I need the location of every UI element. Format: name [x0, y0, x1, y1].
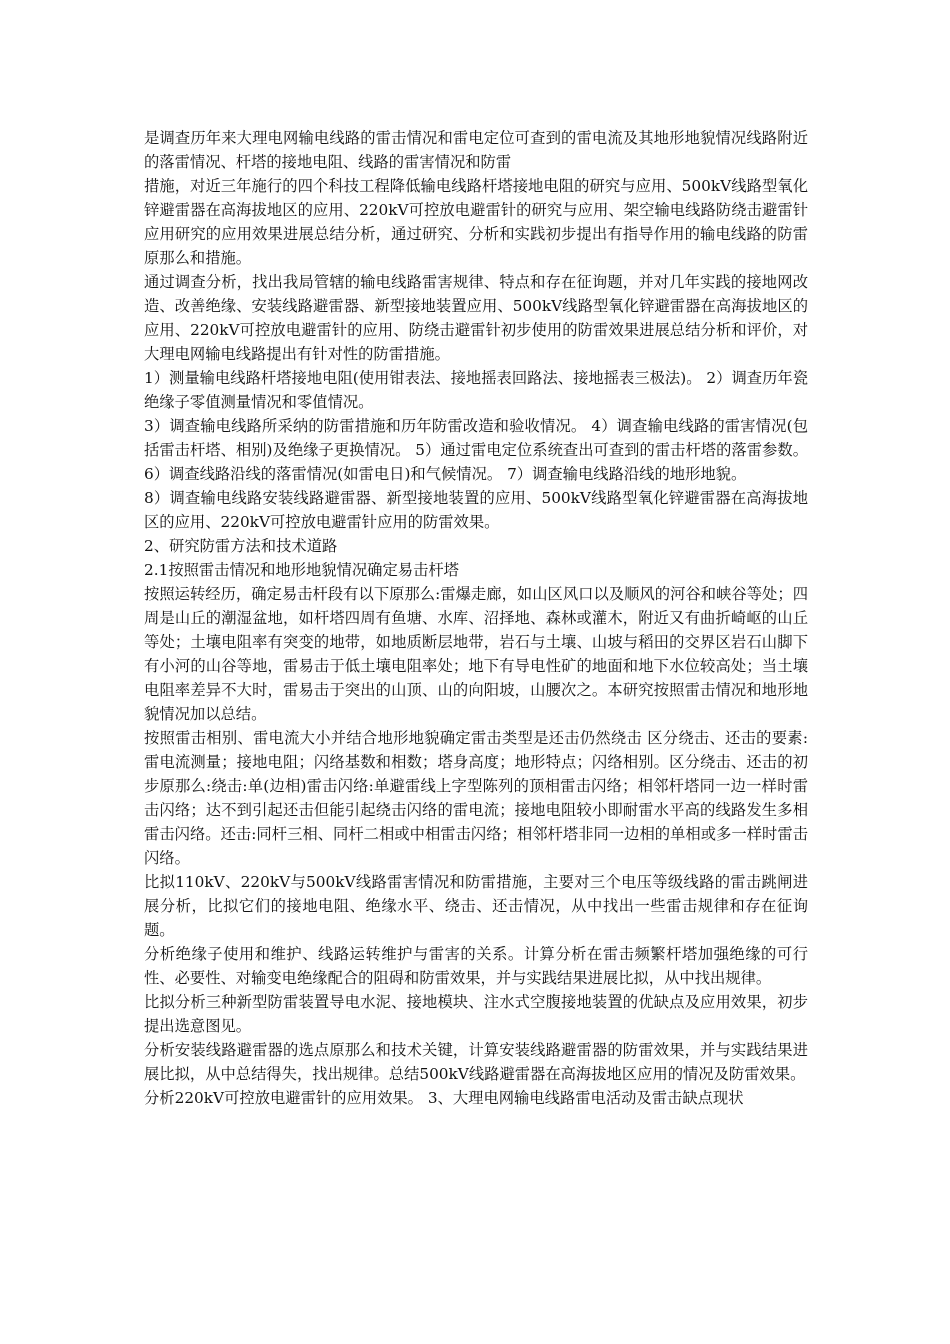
paragraph: 比拟110kV、220kV与500kV线路雷害情况和防雷措施，主要对三个电压等级线路的雷击跳闸进展分析，比拟它们的接地电阻、绝缘水平、绕击、还击情况，从中找出一些雷击规律和存在征询题。	[144, 873, 808, 939]
paragraph: 按照运转经历，确定易击杆段有以下原那么:雷爆走廊，如山区风口以及顺风的河谷和峡谷等处；四周是山丘的潮湿盆地，如杆塔四周有鱼塘、水库、沼择地、森林或灌木，附近又有曲折崎岖的山丘等处；土壤电阻率有突变的地带，如地质断层地带，岩石与土壤、山坡与稻田的交界区岩石山脚下有小河的山谷等地，雷易击于低土壤电阻率处；地下有导电性矿的地面和地下水位较高处；当土壤电阻率差异不大时，雷易击于突出的山顶、山的向阳坡，山腰次之。本研究按照雷击情况和地形地貌情况加以总结。	[144, 585, 808, 723]
paragraph: 8）调查输电线路安装线路避雷器、新型接地装置的应用、500kV线路型氧化锌避雷器在高海拔地区的应用、220kV可控放电避雷针应用的防雷效果。	[144, 489, 808, 531]
paragraph: 通过调查分析，找出我局管辖的输电线路雷害规律、特点和存在征询题，并对几年实践的接地网改造、改善绝缘、安装线路避雷器、新型接地装置应用、500kV线路型氧化锌避雷器在高海拔地区的应用、220kV可控放电避雷针的应用、防绕击避雷针初步使用的防雷效果进展总结分析和评价，对大理电网输电线路提出有针对性的防雷措施。	[144, 273, 809, 363]
paragraph: 是调查历年来大理电网输电线路的雷击情况和雷电定位可查到的雷电流及其地形地貌情况线路附近的落雷情况、杆塔的接地电阻、线路的雷害情况和防雷	[144, 129, 808, 171]
paragraph: 比拟分析三种新型防雷装置导电水泥、接地模块、注水式空腹接地装置的优缺点及应用效果，初步提出选意图见。	[144, 993, 808, 1035]
paragraph: 分析安装线路避雷器的选点原那么和技术关键，计算安装线路避雷器的防雷效果，并与实践结果进展比拟，从中总结得失，找出规律。总结500kV线路避雷器在高海拔地区应用的情况及防雷效果。	[144, 1041, 808, 1083]
section-heading: 2、研究防雷方法和技术道路	[144, 537, 338, 555]
paragraph: 1）测量输电线路杆塔接地电阻(使用钳表法、接地摇表回路法、接地摇表三极法)。 2）调查历年瓷绝缘子零值测量情况和零值情况。	[144, 369, 808, 411]
paragraph: 措施，对近三年施行的四个科技工程降低输电线路杆塔接地电阻的研究与应用、500kV线路型氧化锌避雷器在高海拔地区的应用、220kV可控放电避雷针的研究与应用、架空输电线路防绕击避雷针应用研究的应用效果进展总结分析，通过研究、分析和实践初步提出有指导作用的输电线路的防雷原那么和措施。	[144, 177, 808, 267]
paragraph: 分析220kV可控放电避雷针的应用效果。 3、大理电网输电线路雷电活动及雷击缺点现状	[144, 1089, 744, 1107]
paragraph: 分析绝缘子使用和维护、线路运转维护与雷害的关系。计算分析在雷击频繁杆塔加强绝缘的可行性、必要性、对输变电绝缘配合的阻碍和防雷效果，并与实践结果进展比拟，从中找出规律。	[144, 945, 808, 987]
subsection-heading: 2.1按照雷击情况和地形地貌情况确定易击杆塔	[144, 561, 459, 579]
paragraph: 按照雷击相别、雷电流大小并结合地形地貌确定雷击类型是还击仍然绕击 区分绕击、还击的要素:雷电流测量；接地电阻；闪络基数和相数；塔身高度；地形特点；闪络相别。区分绕击、还击的初步原那么:绕击:单(边相)雷击闪络:单避雷线上字型陈列的顶相雷击闪络；相邻杆塔同一边一样时雷击闪络；达不到引起还击但能引起绕击闪络的雷电流；接地电阻较小即耐雷水平高的线路发生多相雷击闪络。还击:同杆三相、同杆二相或中相雷击闪络；相邻杆塔非同一边相的单相或多一样时雷击闪络。	[144, 729, 808, 867]
body-text	[144, 126, 808, 1110]
paragraph: 3）调查输电线路所采纳的防雷措施和历年防雷改造和验收情况。 4）调查输电线路的雷害情况(包括雷击杆塔、相别)及绝缘子更换情况。 5）通过雷电定位系统查出可查到的雷击杆塔的落雷参数。 6）调查线路沿线的落雷情况(如雷电日)和气候情况。 7）调查输电线路沿线的地形地貌。	[144, 417, 808, 483]
